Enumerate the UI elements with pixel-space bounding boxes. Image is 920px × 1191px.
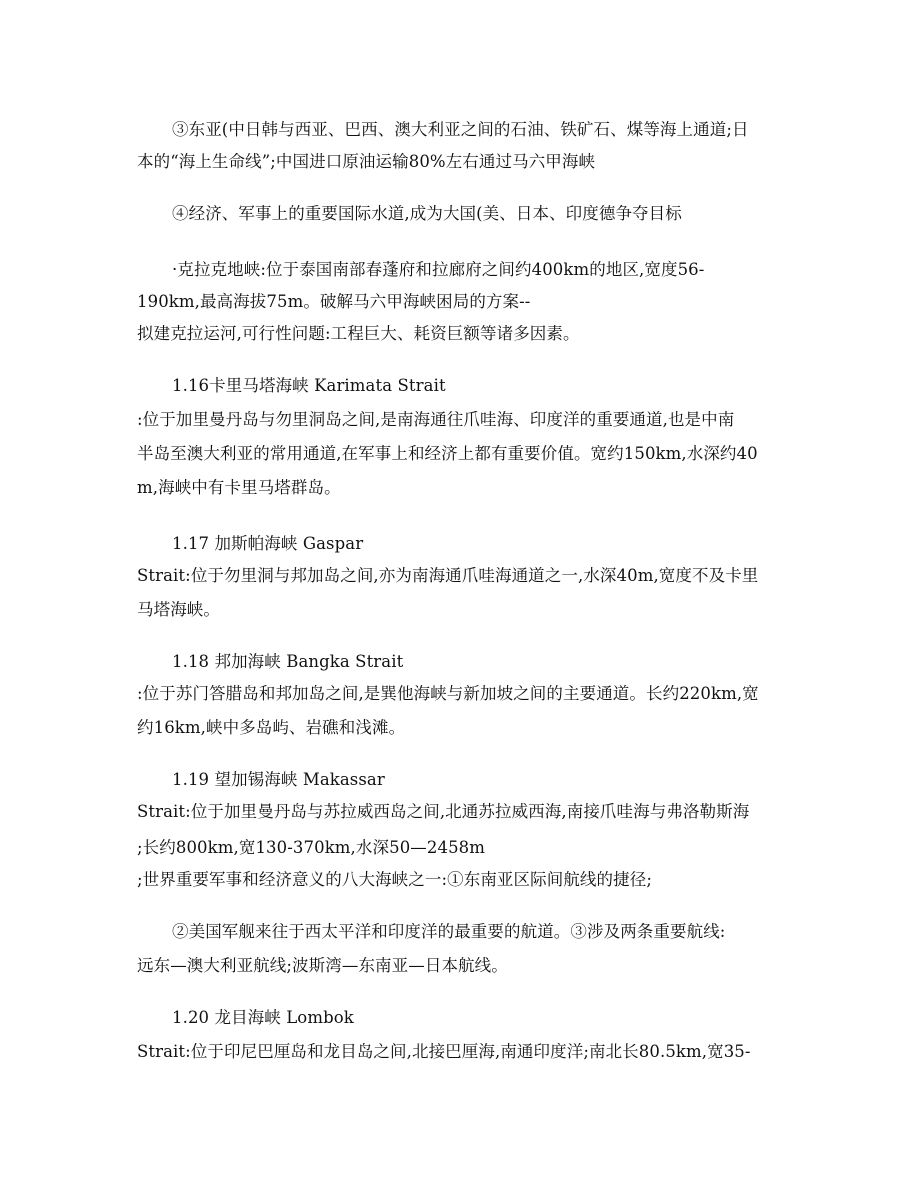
paragraph-east-asia-line2: 本的“海上生命线”;中国进口原油运输80%左右通过马六甲海峡 [137, 152, 596, 171]
paragraph-gaspar-line2: 马塔海峡。 [137, 600, 220, 619]
paragraph-gaspar-line1: Strait:位于勿里洞与邦加岛之间,亦为南海通爪哇海通道之一,水深40m,宽度不及卡里 [137, 566, 759, 585]
paragraph-kra-isthmus-line3: 拟建克拉运河,可行性问题:工程巨大、耗资巨额等诸多因素。 [137, 324, 580, 343]
paragraph-lombok-line1: Strait:位于印尼巴厘岛和龙目岛之间,北接巴厘海,南通印度洋;南北长80.5km,宽35- [137, 1042, 751, 1061]
paragraph-karimata-line1: :位于加里曼丹岛与勿里洞岛之间,是南海通往爪哇海、印度洋的重要通道,也是中南 [137, 410, 735, 429]
paragraph-bangka-line1: :位于苏门答腊岛和邦加岛之间,是巽他海峡与新加坡之间的主要通道。长约220km,宽 [137, 684, 759, 703]
heading-lombok-strait: 1.20 龙目海峡 Lombok [172, 1008, 354, 1027]
heading-karimata-strait: 1.16卡里马塔海峡 Karimata Strait [172, 376, 446, 395]
heading-bangka-strait: 1.18 邦加海峡 Bangka Strait [172, 652, 404, 671]
paragraph-makassar-line2: ;长约800km,宽130-370km,水深50—2458m [137, 838, 486, 857]
paragraph-kra-isthmus-line1: ·克拉克地峡:位于泰国南部春蓬府和拉廊府之间约400km的地区,宽度56- [172, 260, 705, 279]
heading-makassar-strait: 1.19 望加锡海峡 Makassar [172, 770, 385, 789]
paragraph-makassar-line1: Strait:位于加里曼丹岛与苏拉威西岛之间,北通苏拉威西海,南接爪哇海与弗洛勒斯海 [137, 802, 750, 821]
heading-gaspar-strait: 1.17 加斯帕海峡 Gaspar [172, 534, 364, 553]
paragraph-strategic-waterway: ④经济、军事上的重要国际水道,成为大国(美、日本、印度德争夺目标 [172, 204, 682, 223]
paragraph-karimata-line3: m,海峡中有卡里马塔群岛。 [137, 478, 341, 497]
paragraph-us-warships-line1: ②美国军舰来往于西太平洋和印度洋的最重要的航道。③涉及两条重要航线: [172, 922, 726, 941]
paragraph-east-asia-line1: ③东亚(中日韩与西亚、巴西、澳大利亚之间的石油、铁矿石、煤等海上通道;日 [172, 120, 749, 139]
paragraph-us-warships-line2: 远东—澳大利亚航线;波斯湾—东南亚—日本航线。 [137, 956, 508, 975]
paragraph-bangka-line2: 约16km,峡中多岛屿、岩礁和浅滩。 [137, 718, 406, 737]
paragraph-makassar-line3: ;世界重要军事和经济意义的八大海峡之一:①东南亚区际间航线的捷径; [137, 870, 652, 889]
paragraph-karimata-line2: 半岛至澳大利亚的常用通道,在军事上和经济上都有重要价值。宽约150km,水深约40 [137, 444, 758, 463]
paragraph-kra-isthmus-line2: 190km,最高海拔75m。破解马六甲海峡困局的方案-- [137, 292, 531, 311]
